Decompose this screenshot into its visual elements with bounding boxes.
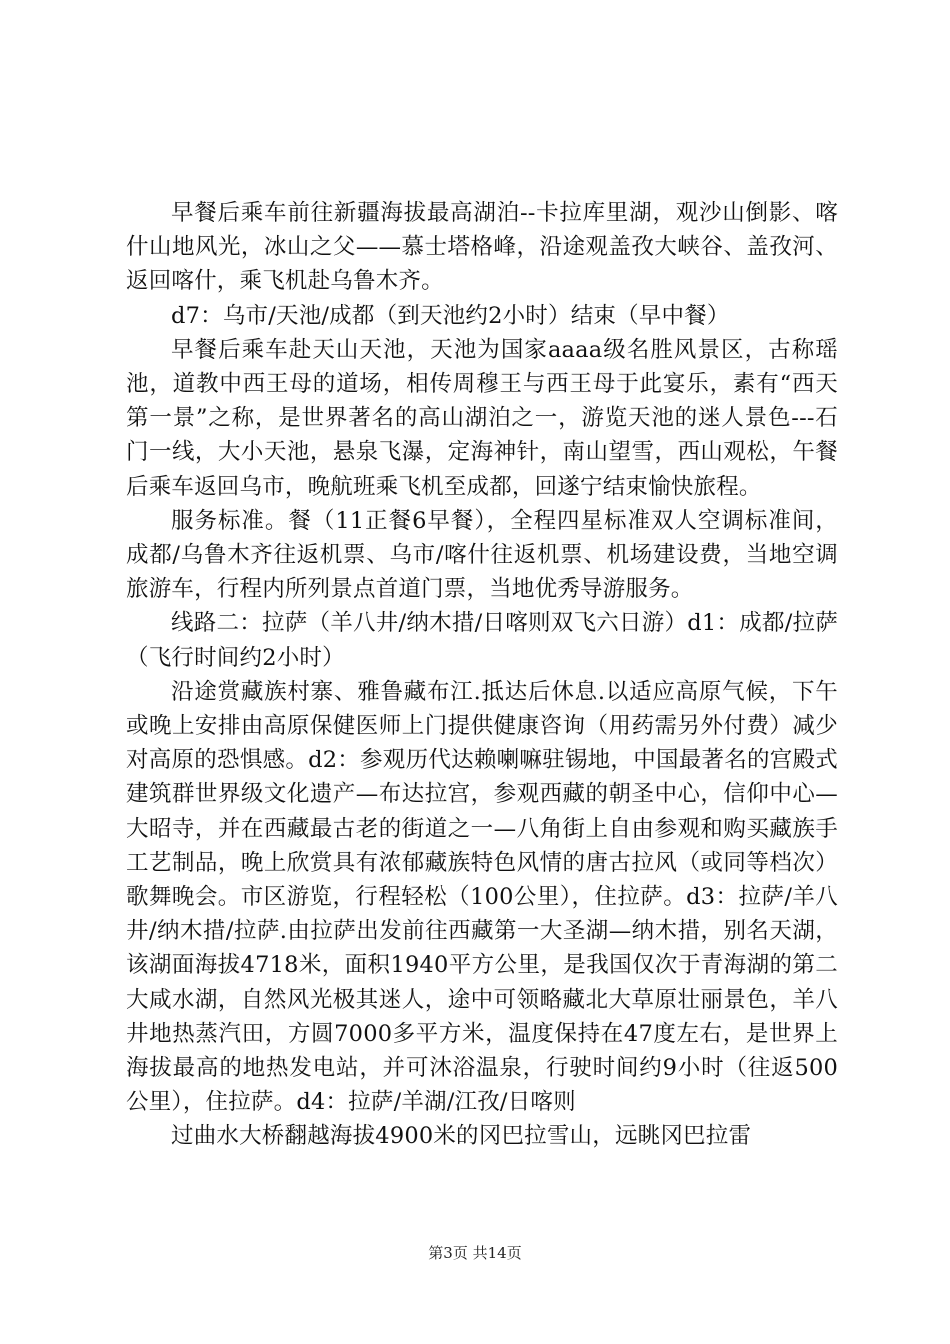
paragraph-7: 过曲水大桥翻越海拔4900米的冈巴拉雪山，远眺冈巴拉雷 xyxy=(171,1123,752,1150)
page-total: 共14页 xyxy=(472,1244,522,1262)
paragraph-5: 线路二：拉萨（羊八井/纳木措/日喀则双飞六日游）d1：成都/拉萨（飞行时间约2小时） xyxy=(126,610,838,671)
page-number: 第3页 xyxy=(428,1244,468,1262)
paragraph-2: d7：乌市/天池/成都（到天池约2小时）结束（早中餐） xyxy=(171,302,730,329)
paragraph-3: 早餐后乘车赴天山天池，天池为国家aaaa级名胜风景区，古称瑶池，道教中西王母的道场，相传周穆王与西王母于此宴乐，素有“西天第一景”之称，是世界著名的高山湖泊之一，游览天池的迷人景色---石门一线，大小天池，悬泉飞瀑，定海神针，南山望雪，西山观松，午餐后乘车返回乌市，晚航班乘飞机至成都，回遂宁结束愉快旅程。 xyxy=(126,336,838,500)
paragraph-1: 早餐后乘车前往新疆海拔最高湖泊--卡拉库里湖，观沙山倒影、喀什山地风光，冰山之父——慕士塔格峰，沿途观盖孜大峡谷、盖孜河、返回喀什，乘飞机赴乌鲁木齐。 xyxy=(126,200,838,295)
page-footer xyxy=(0,1243,950,1263)
paragraph-4: 服务标准。餐（11正餐6早餐），全程四星标准双人空调标准间，成都/乌鲁木齐往返机票、乌市/喀什往返机票、机场建设费，当地空调旅游车，行程内所列景点首道门票，当地优秀导游服务。 xyxy=(126,507,838,603)
body-text xyxy=(126,196,838,1154)
paragraph-6: 沿途赏藏族村寨、雅鲁藏布江.抵达后休息.以适应高原气候，下午或晚上安排由高原保健医师上门提供健康咨询（用药需另外付费）减少对高原的恐惧感。d2：参观历代达赖喇嘛驻锡地，中国最著名的宫殿式建筑群世界级文化遗产—布达拉宫，参观西藏的朝圣中心，信仰中心—大昭寺，并在西藏最古老的街道之一—八角街上自由参观和购买藏族手工艺制品，晚上欣赏具有浓郁藏族特色风情的唐古拉风（或同等档次）歌舞晚会。市区游览，行程轻松（100公里），住拉萨。d3：拉萨/羊八井/纳木措/拉萨.由拉萨出发前往西藏第一大圣湖—纳木措，别名天湖，该湖面海拔4718米，面积1940平方公里，是我国仅次于青海湖的第二大咸水湖，自然风光极其迷人，途中可领略藏北大草原壮丽景色，羊八井地热蒸汽田，方圆7000多平方米，温度保持在47度左右，是世界上海拔最高的地热发电站，并可沐浴温泉，行驶时间约9小时（往返500公里），住拉萨。d4：拉萨/羊湖/江孜/日喀则 xyxy=(126,678,838,1116)
